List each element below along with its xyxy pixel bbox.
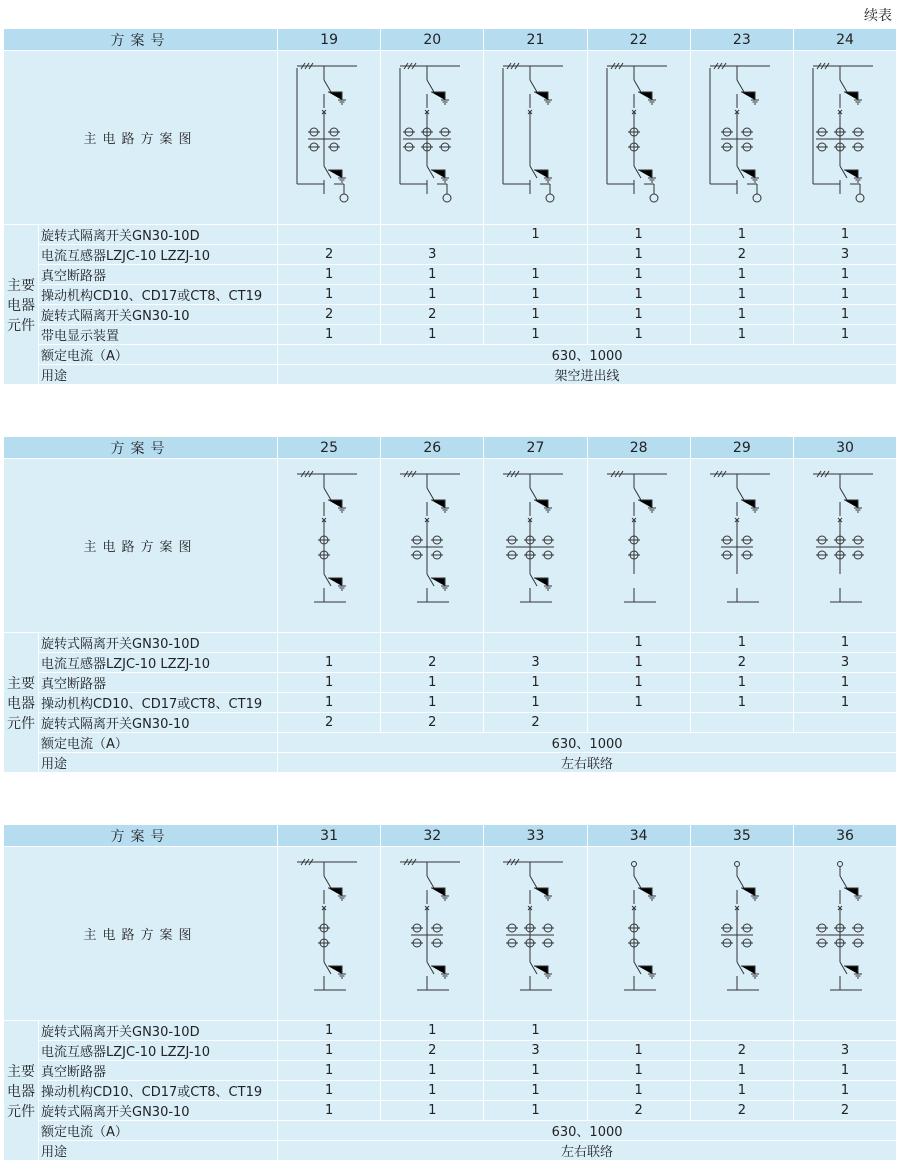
component-count: 1	[793, 305, 896, 325]
component-count: 1	[484, 325, 587, 345]
scheme-table-2	[3, 436, 897, 773]
component-count: 1	[381, 285, 484, 305]
usage-label: 用途	[39, 1141, 278, 1161]
component-count: 1	[690, 693, 793, 713]
component-count: 1	[587, 673, 690, 693]
diagram-label: 主电路方案图	[4, 51, 278, 225]
circuit-diagram-26	[392, 466, 472, 626]
component-row	[4, 713, 897, 733]
component-count	[278, 225, 381, 245]
circuit-diagram-28	[599, 466, 679, 626]
component-count: 1	[484, 225, 587, 245]
component-count: 1	[484, 1061, 587, 1081]
component-count	[690, 1021, 793, 1041]
circuit-diagram-22	[599, 58, 679, 218]
component-count	[690, 713, 793, 733]
header-label: 方案号	[4, 437, 278, 459]
scheme-number: 33	[484, 825, 587, 847]
component-row	[4, 1041, 897, 1061]
rated-current-value: 630、1000	[278, 733, 897, 753]
circuit-diagram	[587, 51, 690, 225]
component-count: 1	[484, 1101, 587, 1121]
circuit-diagram	[484, 847, 587, 1021]
scheme-number: 31	[278, 825, 381, 847]
side-label: 主要电器元件	[4, 633, 39, 773]
component-count: 1	[278, 325, 381, 345]
component-label: 带电显示装置	[39, 325, 278, 345]
scheme-number: 28	[587, 437, 690, 459]
component-row	[4, 1101, 897, 1121]
scheme-number: 24	[793, 29, 896, 51]
component-count: 2	[484, 713, 587, 733]
circuit-diagram	[278, 847, 381, 1021]
side-label: 主要电器元件	[4, 225, 39, 385]
component-label: 真空断路器	[39, 1061, 278, 1081]
component-count: 1	[587, 245, 690, 265]
scheme-number: 29	[690, 437, 793, 459]
scheme-number: 32	[381, 825, 484, 847]
scheme-number: 20	[381, 29, 484, 51]
component-count: 2	[587, 1101, 690, 1121]
scheme-number: 22	[587, 29, 690, 51]
component-count	[278, 633, 381, 653]
component-count: 1	[381, 325, 484, 345]
component-label: 操动机构CD10、CD17或CT8、CT19	[39, 693, 278, 713]
component-label: 真空断路器	[39, 265, 278, 285]
scheme-number: 36	[793, 825, 896, 847]
component-row	[4, 225, 897, 245]
scheme-table-1	[3, 28, 897, 385]
diagram-row	[4, 847, 897, 1021]
component-count: 1	[278, 693, 381, 713]
component-count: 1	[690, 673, 793, 693]
component-count: 1	[587, 225, 690, 245]
circuit-diagram-21	[495, 58, 575, 218]
circuit-diagram-36	[805, 854, 885, 1014]
rated-current-row	[4, 1121, 897, 1141]
circuit-diagram-20	[392, 58, 472, 218]
circuit-diagram	[484, 51, 587, 225]
usage-label: 用途	[39, 365, 278, 385]
component-count: 1	[587, 1041, 690, 1061]
circuit-diagram-30	[805, 466, 885, 626]
component-count: 2	[381, 653, 484, 673]
component-count	[793, 713, 896, 733]
circuit-diagram-24	[805, 58, 885, 218]
circuit-diagram	[690, 847, 793, 1021]
component-count: 2	[690, 1041, 793, 1061]
component-count: 2	[690, 245, 793, 265]
circuit-diagram-29	[702, 466, 782, 626]
component-row	[4, 653, 897, 673]
circuit-diagram-32	[392, 854, 472, 1014]
scheme-number: 23	[690, 29, 793, 51]
component-count: 1	[484, 693, 587, 713]
diagram-label: 主电路方案图	[4, 459, 278, 633]
rated-current-value: 630、1000	[278, 1121, 897, 1141]
usage-row	[4, 1141, 897, 1161]
component-count: 1	[690, 305, 793, 325]
component-label: 旋转式隔离开关GN30-10D	[39, 1021, 278, 1041]
component-count: 1	[793, 285, 896, 305]
scheme-table-3	[3, 824, 897, 1161]
component-label: 真空断路器	[39, 673, 278, 693]
component-count: 1	[484, 1081, 587, 1101]
component-row	[4, 305, 897, 325]
component-count	[793, 1021, 896, 1041]
component-count: 1	[690, 633, 793, 653]
component-label: 旋转式隔离开关GN30-10	[39, 305, 278, 325]
component-count: 1	[278, 265, 381, 285]
circuit-diagram	[587, 459, 690, 633]
component-label: 旋转式隔离开关GN30-10	[39, 713, 278, 733]
rated-current-value: 630、1000	[278, 345, 897, 365]
component-count: 3	[793, 245, 896, 265]
diagram-row	[4, 51, 897, 225]
header-label: 方案号	[4, 29, 278, 51]
component-count: 1	[793, 325, 896, 345]
component-count: 2	[690, 1101, 793, 1121]
component-count: 1	[690, 1081, 793, 1101]
component-count: 1	[381, 673, 484, 693]
header-row	[4, 437, 897, 459]
component-count: 2	[278, 245, 381, 265]
component-count: 1	[278, 1021, 381, 1041]
circuit-diagram-25	[289, 466, 369, 626]
component-count: 1	[793, 633, 896, 653]
component-count: 1	[484, 265, 587, 285]
component-label: 电流互感器LZJC-10 LZZJ-10	[39, 245, 278, 265]
component-count: 1	[278, 1081, 381, 1101]
component-count: 1	[690, 1061, 793, 1081]
component-count: 2	[381, 1041, 484, 1061]
component-count: 1	[587, 285, 690, 305]
component-count	[587, 1021, 690, 1041]
component-row	[4, 693, 897, 713]
usage-row	[4, 753, 897, 773]
scheme-number: 21	[484, 29, 587, 51]
circuit-diagram-27	[495, 466, 575, 626]
component-count: 1	[690, 285, 793, 305]
component-count: 3	[381, 245, 484, 265]
component-count	[484, 245, 587, 265]
component-count: 1	[278, 1041, 381, 1061]
component-label: 操动机构CD10、CD17或CT8、CT19	[39, 285, 278, 305]
scheme-number: 34	[587, 825, 690, 847]
component-row	[4, 1061, 897, 1081]
component-count: 3	[793, 1041, 896, 1061]
usage-row	[4, 365, 897, 385]
component-count: 1	[793, 1061, 896, 1081]
component-count: 2	[278, 713, 381, 733]
component-label: 旋转式隔离开关GN30-10D	[39, 633, 278, 653]
component-count: 1	[587, 653, 690, 673]
component-count: 1	[278, 653, 381, 673]
header-row	[4, 29, 897, 51]
component-count: 1	[381, 265, 484, 285]
rated-current-label: 额定电流（A）	[39, 1121, 278, 1141]
diagram-label: 主电路方案图	[4, 847, 278, 1021]
rated-current-row	[4, 345, 897, 365]
component-count: 1	[793, 1081, 896, 1101]
component-count: 1	[587, 1061, 690, 1081]
component-count: 2	[690, 653, 793, 673]
circuit-diagram	[690, 51, 793, 225]
scheme-number: 27	[484, 437, 587, 459]
component-count	[381, 633, 484, 653]
circuit-diagram	[278, 459, 381, 633]
usage-value: 左右联络	[278, 1141, 897, 1161]
circuit-diagram	[793, 51, 896, 225]
component-row	[4, 633, 897, 653]
component-count: 1	[793, 673, 896, 693]
rated-current-row	[4, 733, 897, 753]
circuit-diagram-19	[289, 58, 369, 218]
component-count: 1	[690, 325, 793, 345]
component-count: 3	[793, 653, 896, 673]
component-count: 3	[484, 653, 587, 673]
circuit-diagram	[484, 459, 587, 633]
usage-value: 左右联络	[278, 753, 897, 773]
usage-value: 架空进出线	[278, 365, 897, 385]
component-count: 1	[690, 225, 793, 245]
header-row	[4, 825, 897, 847]
component-count: 1	[484, 285, 587, 305]
component-row	[4, 1081, 897, 1101]
component-count: 1	[587, 305, 690, 325]
component-count: 1	[278, 1061, 381, 1081]
component-count: 1	[587, 265, 690, 285]
component-count: 1	[587, 325, 690, 345]
component-row	[4, 1021, 897, 1041]
component-row	[4, 265, 897, 285]
component-count: 2	[381, 305, 484, 325]
component-count: 1	[690, 265, 793, 285]
usage-label: 用途	[39, 753, 278, 773]
circuit-diagram-34	[599, 854, 679, 1014]
component-label: 电流互感器LZJC-10 LZZJ-10	[39, 653, 278, 673]
component-count	[381, 225, 484, 245]
component-count	[484, 633, 587, 653]
component-row	[4, 285, 897, 305]
component-count: 2	[278, 305, 381, 325]
component-count: 1	[278, 285, 381, 305]
circuit-diagram	[793, 459, 896, 633]
header-label: 方案号	[4, 825, 278, 847]
component-count: 1	[278, 1101, 381, 1121]
scheme-number: 19	[278, 29, 381, 51]
component-count: 1	[587, 693, 690, 713]
scheme-number: 26	[381, 437, 484, 459]
scheme-number: 30	[793, 437, 896, 459]
component-count: 1	[587, 1081, 690, 1101]
component-count: 2	[793, 1101, 896, 1121]
circuit-diagram-23	[702, 58, 782, 218]
rated-current-label: 额定电流（A）	[39, 345, 278, 365]
component-count: 1	[381, 1061, 484, 1081]
component-count: 1	[484, 305, 587, 325]
component-count: 3	[484, 1041, 587, 1061]
circuit-diagram	[793, 847, 896, 1021]
scheme-number: 25	[278, 437, 381, 459]
continued-note: 续表	[864, 8, 892, 24]
rated-current-label: 额定电流（A）	[39, 733, 278, 753]
component-count: 1	[278, 673, 381, 693]
component-count: 1	[484, 673, 587, 693]
component-label: 电流互感器LZJC-10 LZZJ-10	[39, 1041, 278, 1061]
circuit-diagram-31	[289, 854, 369, 1014]
component-count: 1	[793, 265, 896, 285]
circuit-diagram-33	[495, 854, 575, 1014]
circuit-diagram	[381, 51, 484, 225]
component-row	[4, 673, 897, 693]
component-count: 1	[484, 1021, 587, 1041]
component-count: 1	[381, 1081, 484, 1101]
component-count: 2	[381, 713, 484, 733]
component-count: 1	[793, 693, 896, 713]
component-count: 1	[381, 1021, 484, 1041]
component-count	[587, 713, 690, 733]
component-label: 旋转式隔离开关GN30-10	[39, 1101, 278, 1121]
component-row	[4, 245, 897, 265]
component-label: 旋转式隔离开关GN30-10D	[39, 225, 278, 245]
circuit-diagram	[690, 459, 793, 633]
diagram-row	[4, 459, 897, 633]
component-label: 操动机构CD10、CD17或CT8、CT19	[39, 1081, 278, 1101]
circuit-diagram-35	[702, 854, 782, 1014]
component-row	[4, 325, 897, 345]
component-count: 1	[587, 633, 690, 653]
circuit-diagram	[381, 847, 484, 1021]
side-label: 主要电器元件	[4, 1021, 39, 1161]
component-count: 1	[793, 225, 896, 245]
scheme-number: 35	[690, 825, 793, 847]
circuit-diagram	[381, 459, 484, 633]
circuit-diagram	[587, 847, 690, 1021]
component-count: 1	[381, 1101, 484, 1121]
circuit-diagram	[278, 51, 381, 225]
component-count: 1	[381, 693, 484, 713]
